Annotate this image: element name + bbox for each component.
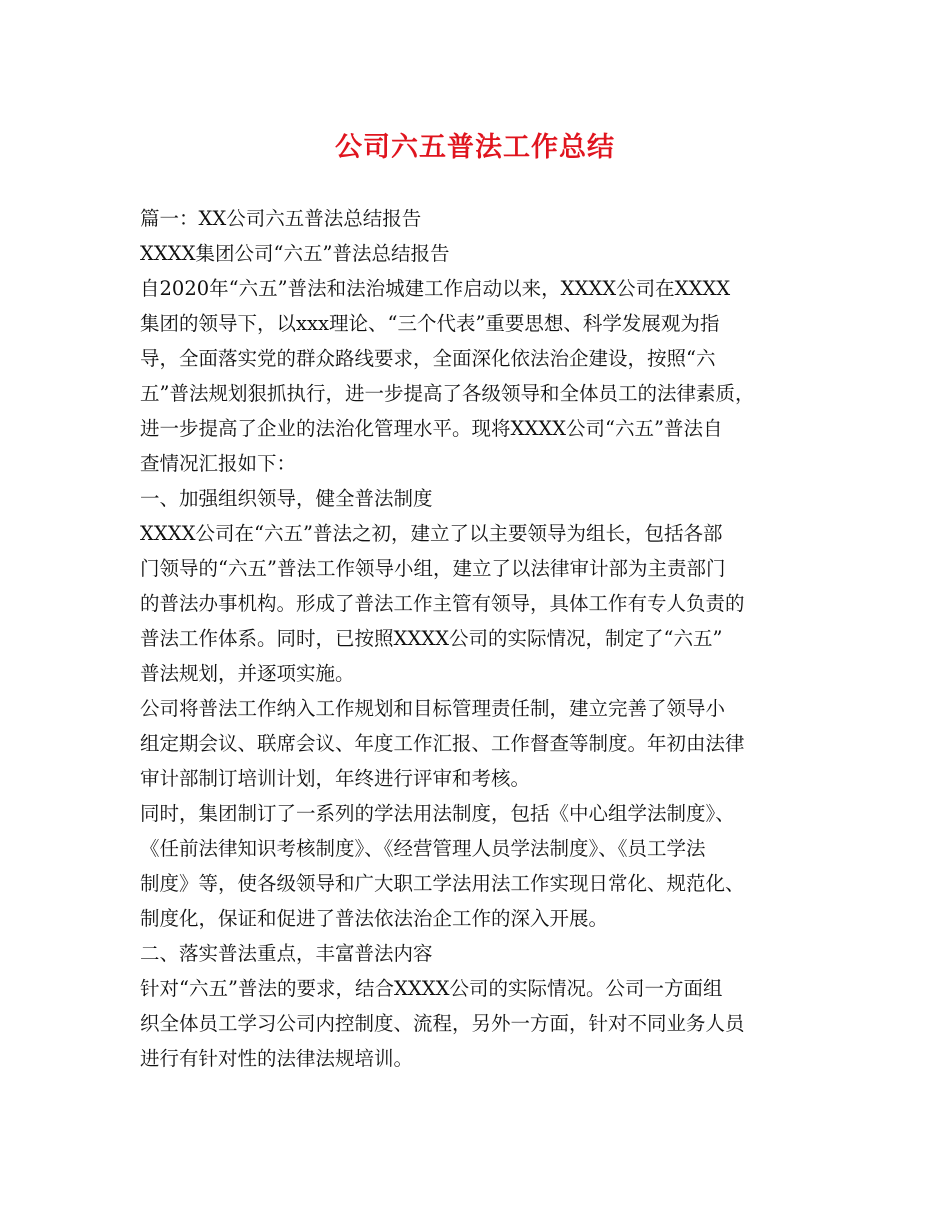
body-line: 五”普法规划狠抓执行，进一步提高了各级领导和全体员工的法律素质， [140,382,755,405]
body-line: 同时，集团制订了一系列的学法用法制度，包括《中心组学法制度》、 [140,802,735,825]
body-line: 一、加强组织领导，健全普法制度 [140,487,433,510]
body-line: 导，全面落实党的群众路线要求，全面深化依法治企建设，按照“六 [140,347,716,370]
body-line: 查情况汇报如下： [140,452,297,475]
body-line: 进行有针对性的法律法规培训。 [140,1047,414,1070]
body-line: 《任前法律知识考核制度》、《经营管理人员学法制度》、《员工学法 [140,837,706,860]
body-line: 公司将普法工作纳入工作规划和目标管理责任制，建立完善了领导小 [140,697,726,720]
body-line: 审计部制订培训计划，年终进行评审和考核。 [140,767,531,790]
body-line: 集团的领导下，以xxx理论、“三个代表”重要思想、科学发展观为指 [140,312,720,335]
body-line: 制度化，保证和促进了普法依法治企工作的深入开展。 [140,907,609,930]
body-line: 织全体员工学习公司内控制度、流程，另外一方面，针对不同业务人员 [140,1012,745,1035]
body-line: 篇一：XX公司六五普法总结报告 [140,207,422,230]
body-line: 制度》等，使各级领导和广大职工学法用法工作实现日常化、规范化、 [140,872,745,895]
body-line: 的普法办事机构。形成了普法工作主管有领导，具体工作有专人负责的 [140,592,745,615]
body-line: 进一步提高了企业的法治化管理水平。现将XXXX公司“六五”普法自 [140,417,723,440]
document-title: 公司六五普法工作总结 [335,132,615,163]
body-line: XXXX公司在“六五”普法之初，建立了以主要领导为组长，包括各部 [140,522,723,545]
body-line: 针对“六五”普法的要求，结合XXXX公司的实际情况。公司一方面组 [140,977,723,1000]
document-body [140,201,820,1076]
body-line: XXXX集团公司“六五”普法总结报告 [140,242,450,265]
body-line: 普法规划，并逐项实施。 [140,662,355,685]
body-line: 二、落实普法重点，丰富普法内容 [140,942,433,965]
body-line: 组定期会议、联席会议、年度工作汇报、工作督查等制度。年初由法律 [140,732,745,755]
body-line: 自2020年“六五”普法和法治城建工作启动以来，XXXX公司在XXXX [140,277,731,300]
body-line: 门领导的“六五”普法工作领导小组，建立了以法律审计部为主责部门 [140,557,726,580]
body-line: 普法工作体系。同时，已按照XXXX公司的实际情况，制定了“六五” [140,627,723,650]
